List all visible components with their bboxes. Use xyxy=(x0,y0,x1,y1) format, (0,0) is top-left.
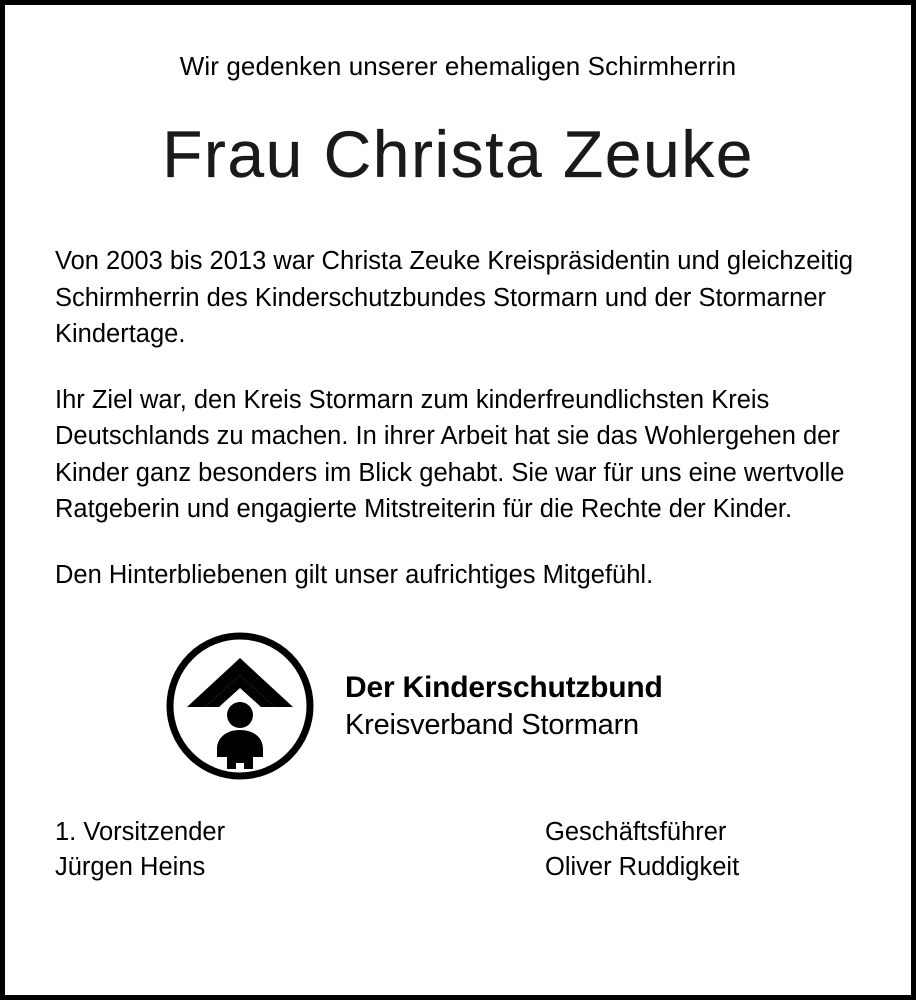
deceased-name: Frau Christa Zeuke xyxy=(162,117,754,192)
notice-paragraph-1: Von 2003 bis 2013 war Christa Zeuke Kreispräsidentin und gleichzeitig Schirmherrin des Kinderschutzbundes Stormarn und der Stormarner Kindertage. xyxy=(55,247,854,348)
organization-logo xyxy=(55,631,861,781)
kinderschutzbund-child-under-roof-icon xyxy=(165,631,315,781)
signature-role: Geschäftsführer xyxy=(545,818,727,847)
signature-name: Oliver Ruddigkeit xyxy=(545,852,740,881)
signature-name: Jürgen Heins xyxy=(55,852,206,881)
organization-name: Der Kinderschutzbund xyxy=(345,671,663,705)
organization-subname: Kreisverband Stormarn xyxy=(345,708,639,741)
signature-role: 1. Vorsitzender xyxy=(55,818,226,847)
signature-managing-director xyxy=(545,815,739,884)
signature-block xyxy=(55,815,861,884)
notice-paragraph-2: Ihr Ziel war, den Kreis Stormarn zum kinderfreundlichsten Kreis Deutschlands zu machen. In ihrer Arbeit hat sie das Wohlergehen der Kinder ganz besonders im Blick gehabt. Sie war für uns eine wertvolle Ratgeberin und engagierte Mitstreiterin für die Rechte der Kinder. xyxy=(55,386,845,523)
signature-chairman xyxy=(55,815,545,884)
notice-kicker: Wir gedenken unserer ehemaligen Schirmherrin xyxy=(179,51,737,81)
notice-paragraph-3: Den Hinterbliebenen gilt unser aufrichtiges Mitgefühl. xyxy=(55,560,654,589)
notice-inner xyxy=(5,5,911,995)
organization-logo-text xyxy=(345,669,663,743)
notice-body xyxy=(55,243,861,593)
